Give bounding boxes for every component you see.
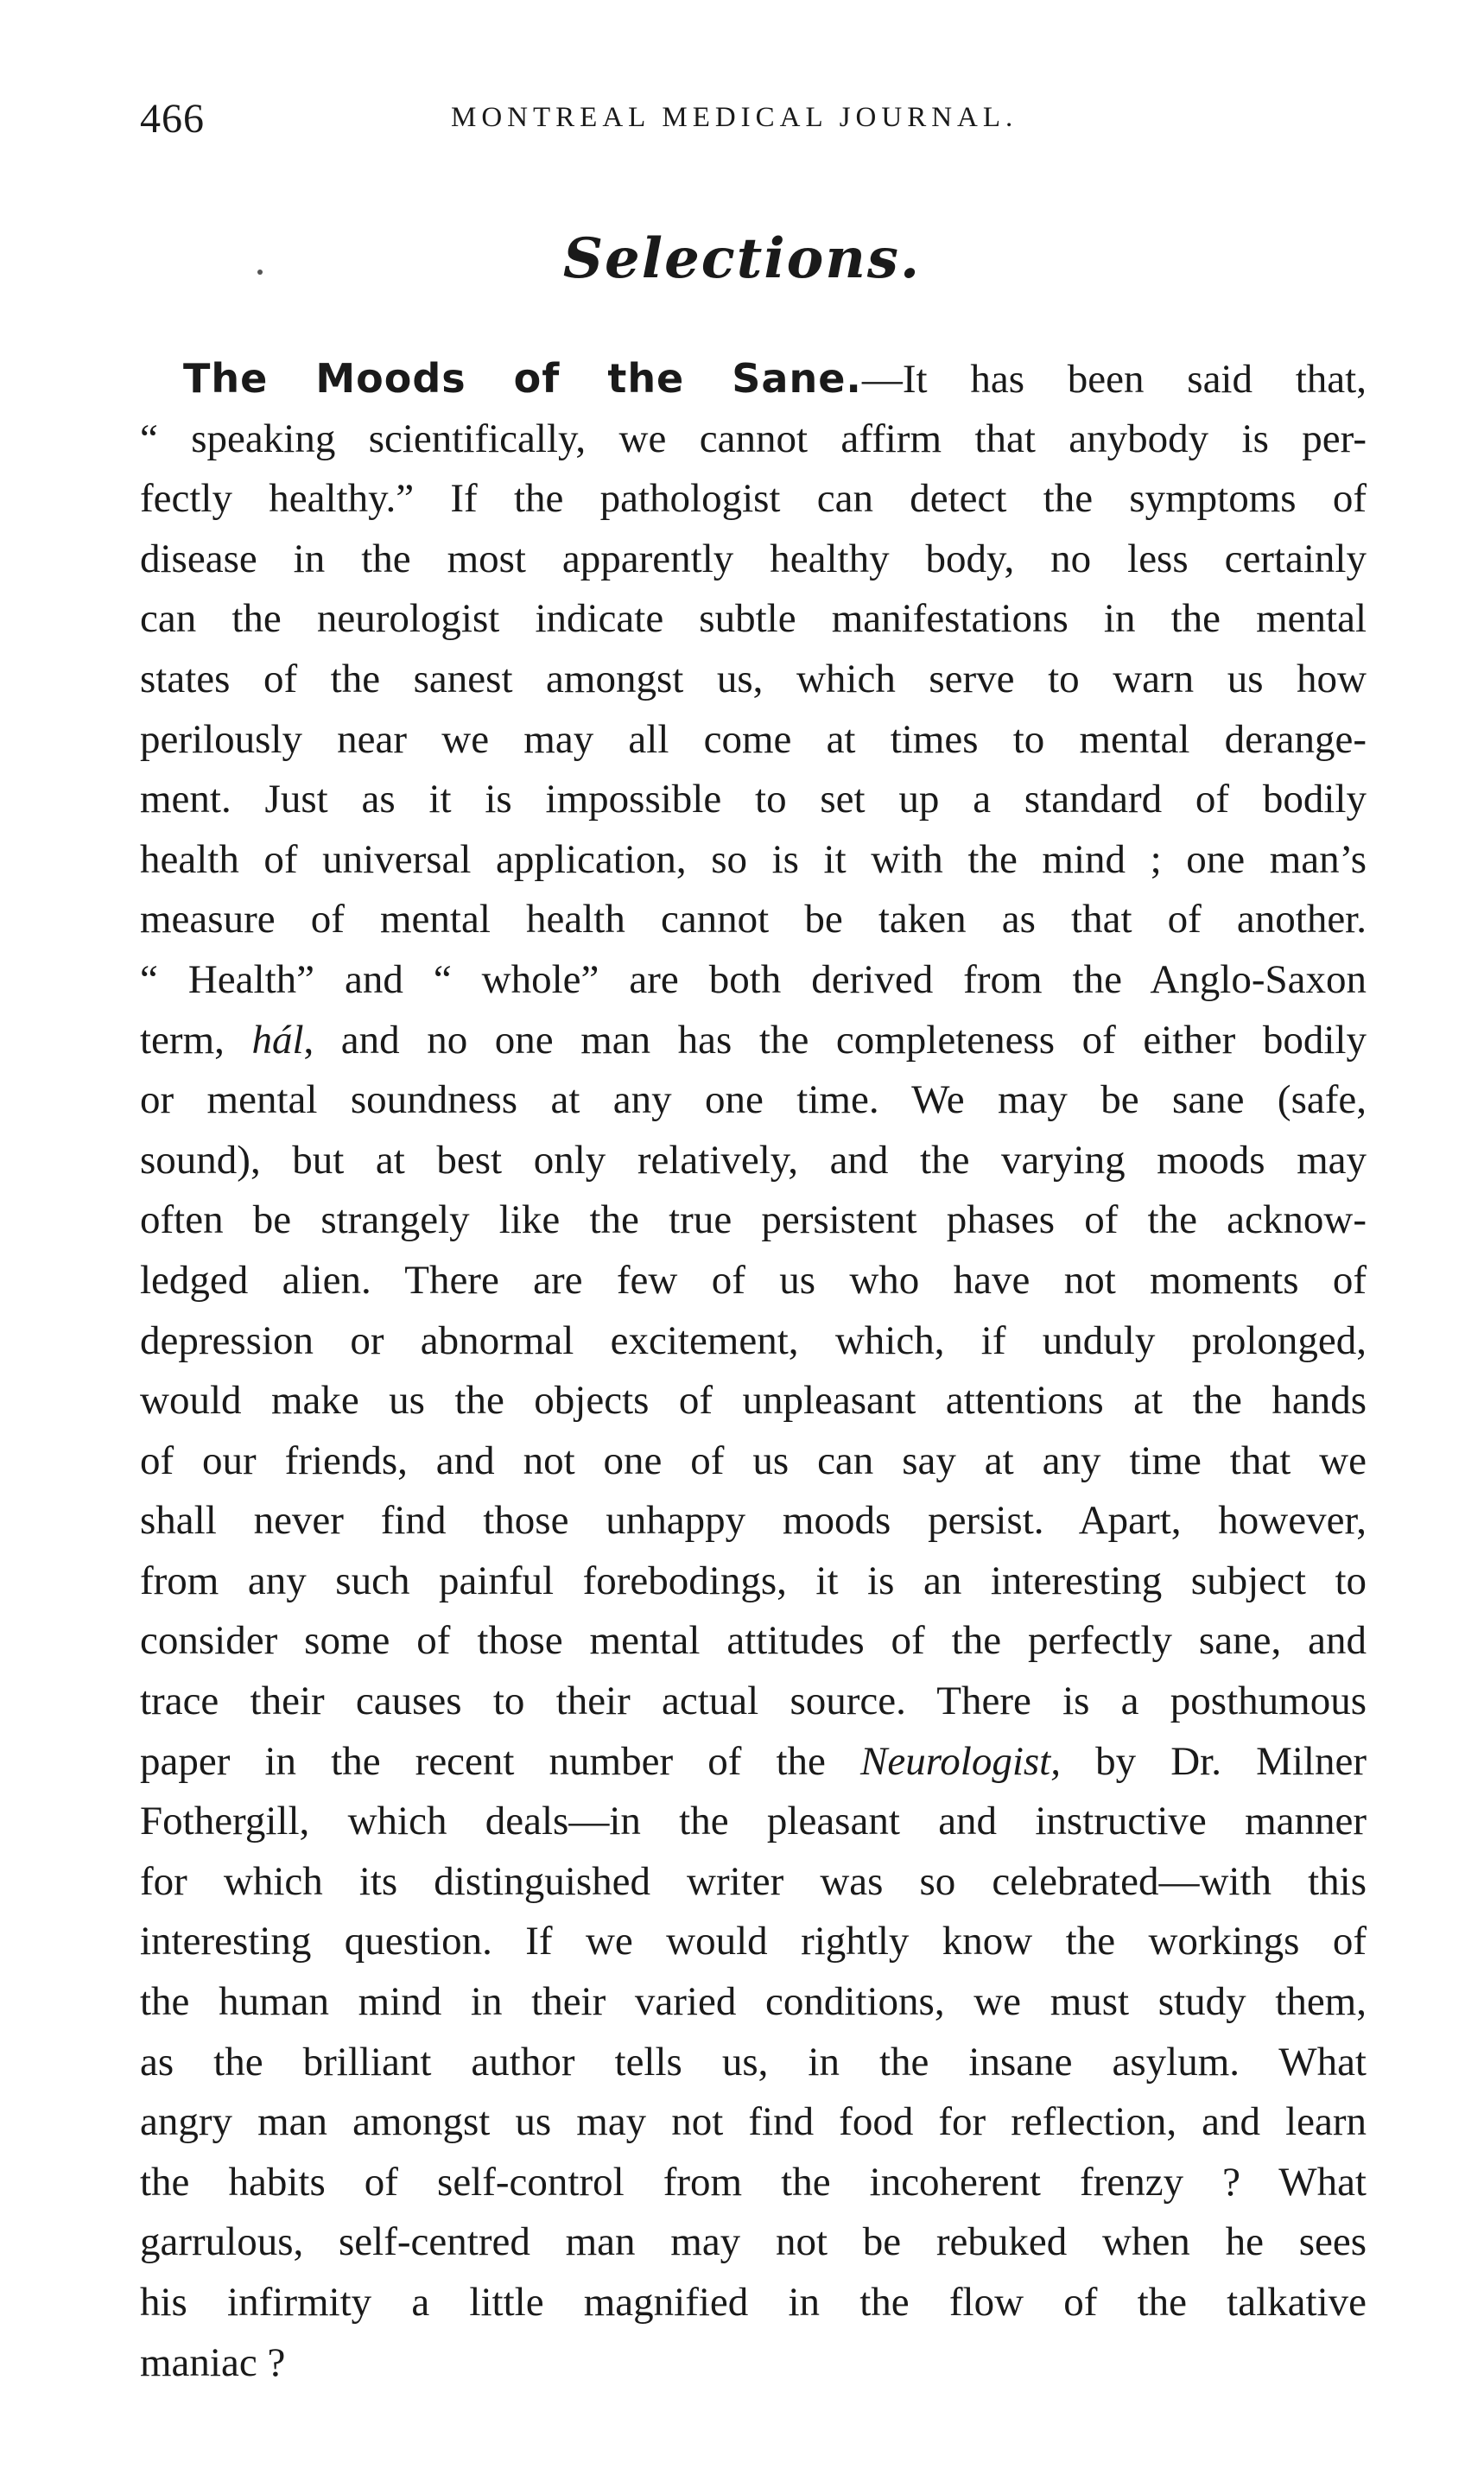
article-line: Fothergill, which deals—in the pleasant and instructive manner	[140, 1799, 1367, 1844]
article-line: often be strangely like the true persistent phases of the acknow-	[140, 1197, 1367, 1243]
article-line: “ speaking scientifically, we cannot affirm that anybody is per-	[140, 416, 1367, 461]
article-line: ledged alien. There are few of us who have not moments of	[140, 1257, 1367, 1303]
article-line: his infirmity a little magnified in the flow of the talkative	[140, 2280, 1367, 2325]
article-line: the human mind in their varied conditions, we must study them,	[140, 1979, 1367, 2025]
article-line: as the brilliant author tells us, in the insane asylum. What	[140, 2039, 1367, 2085]
article-line: garrulous, self-centred man may not be rebuked when he sees	[140, 2219, 1367, 2265]
italic-journal-neurologist: Neurologist,	[860, 1738, 1061, 1784]
article-line	[140, 1011, 1367, 1071]
line-segment: term,	[140, 1017, 252, 1063]
article-line: ment. Just as it is impossible to set up a standard of bodily	[140, 777, 1367, 822]
article-line: depression or abnormal excitement, which, if unduly prolonged,	[140, 1317, 1367, 1363]
article-line: of our friends, and not one of us can say at any time that we	[140, 1437, 1367, 1483]
article-last-line: maniac ?	[140, 2339, 286, 2385]
running-head	[140, 95, 1375, 147]
line-segment: , and no one man has the completeness of either bodily	[303, 1017, 1367, 1063]
article-line: health of universal application, so is it with the mind ; one man’s	[140, 836, 1367, 882]
article-line: —It has been said that,	[861, 357, 1367, 402]
article-first-line	[140, 349, 1367, 409]
section-heading: Selections.	[562, 226, 922, 291]
article-line: for which its distinguished writer was so celebrated—with this	[140, 1858, 1367, 1904]
article-line: perilously near we may all come at times to mental derange-	[140, 716, 1367, 762]
article-line: the habits of self-control from the incoherent frenzy ? What	[140, 2159, 1367, 2205]
article-line: would make us the objects of unpleasant attentions at the hands	[140, 1378, 1367, 1424]
article-line: shall never find those unhappy moods persist. Apart, however,	[140, 1498, 1367, 1544]
article-line	[140, 1732, 1367, 1793]
italic-term-hal: hál	[251, 1017, 304, 1063]
article-line: disease in the most apparently healthy body, no less certainly	[140, 536, 1367, 581]
article-line: from any such painful forebodings, it is an interesting subject to	[140, 1558, 1367, 1603]
journal-title: MONTREAL MEDICAL JOURNAL.	[451, 102, 1018, 133]
article-line: angry man amongst us may not find food for reflection, and learn	[140, 2099, 1367, 2145]
article-body	[140, 349, 1367, 2393]
line-segment: by Dr. Milner	[1061, 1738, 1367, 1784]
article-line: trace their causes to their actual source. There is a posthumous	[140, 1679, 1367, 1724]
article-line: sound), but at best only relatively, and the varying moods may	[140, 1137, 1367, 1183]
article-line: measure of mental health cannot be taken as that of another.	[140, 897, 1367, 942]
article-line: states of the sanest amongst us, which serve to warn us how	[140, 656, 1367, 701]
page-number: 466	[140, 96, 205, 142]
article-line: can the neurologist indicate subtle manifestations in the mental	[140, 596, 1367, 642]
article-line: or mental soundness at any one time. We may be sane (safe,	[140, 1077, 1367, 1123]
article-line: “ Health” and “ whole” are both derived from the Anglo-Saxon	[140, 956, 1367, 1002]
line-segment: paper in the recent number of the	[140, 1738, 861, 1784]
article-line: fectly healthy.” If the pathologist can detect the symptoms of	[140, 476, 1367, 522]
article-line: consider some of those mental attitudes of the perfectly sane, and	[140, 1618, 1367, 1664]
article-line: interesting question. If we would rightly know the workings of	[140, 1919, 1367, 1964]
article-title: The Moods of the Sane.	[183, 355, 862, 402]
